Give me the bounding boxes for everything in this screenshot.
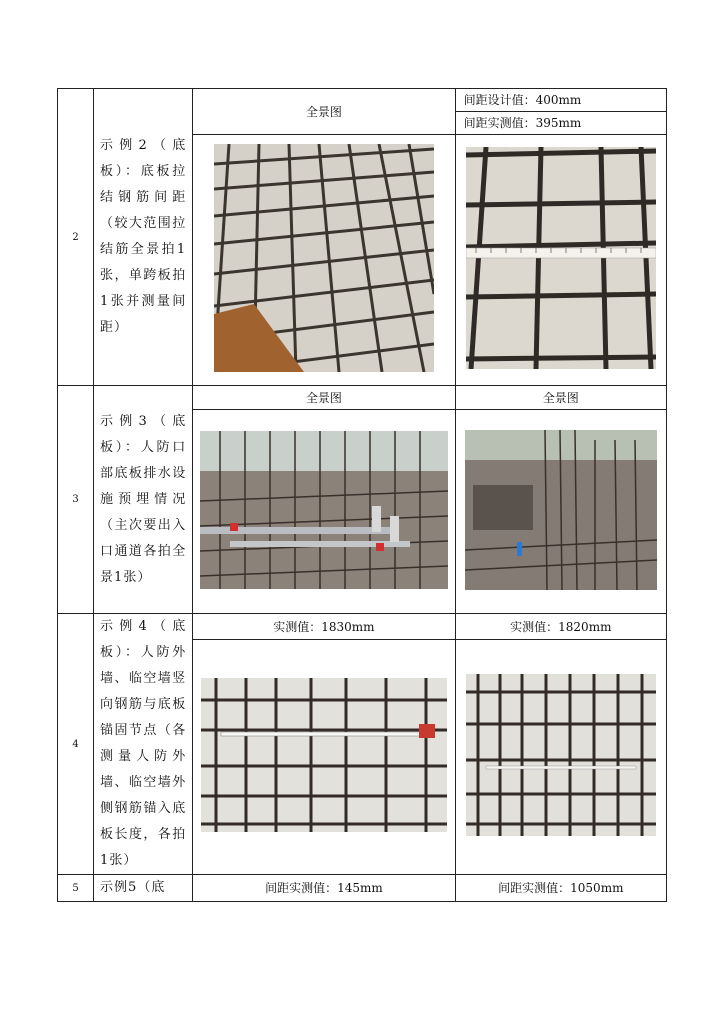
description-text: 示例2（底板）：底板拉结钢筋间距（较大范围拉结筋全景拍1张，单跨板拍1张并测量间距） (100, 138, 187, 335)
description-text: 示例4（底板）：人防外墙、临空墙竖向钢筋与底板锚固节点（各测量人防外墙、临空墙外侧钢筋锚入底板长度，各拍1张） (100, 619, 187, 868)
photo-cell (193, 135, 455, 386)
row-index: 4 (58, 614, 94, 875)
spacing-measurement-photo (466, 147, 656, 369)
table-row (58, 875, 667, 902)
anchorage-measurement-photo-2 (466, 674, 656, 836)
description-text: 示例5（底 (100, 880, 166, 895)
row-description (94, 614, 193, 875)
drainage-embedded-photo-2 (465, 430, 657, 590)
measured-value-label: 实测值：1830mm (193, 614, 455, 640)
photo-caption: 全景图 (193, 89, 455, 135)
photo-cell (455, 640, 666, 875)
design-spacing-label: 间距设计值：400mm (455, 89, 666, 112)
row-description (94, 89, 193, 386)
photo-cell (193, 640, 455, 875)
row-description (94, 875, 193, 902)
measured-spacing-label: 间距实测值：395mm (455, 112, 666, 135)
inspection-table (57, 88, 667, 902)
photo-caption: 全景图 (455, 386, 666, 410)
table-row (58, 386, 667, 410)
measured-spacing-label: 间距实测值：1050mm (455, 875, 666, 902)
table-row (58, 614, 667, 640)
row-index: 3 (58, 386, 94, 614)
photo-cell (455, 135, 666, 386)
measured-spacing-label: 间距实测值：145mm (193, 875, 455, 902)
photo-caption: 全景图 (193, 386, 455, 410)
drainage-embedded-photo-1 (200, 431, 448, 589)
row-description (94, 386, 193, 614)
table-row (58, 89, 667, 112)
photo-cell (455, 410, 666, 614)
anchorage-measurement-photo-1 (201, 678, 447, 832)
row-index: 5 (58, 875, 94, 902)
photo-cell (193, 410, 455, 614)
measured-value-label: 实测值：1820mm (455, 614, 666, 640)
rebar-mesh-photo (214, 144, 434, 372)
row-index: 2 (58, 89, 94, 386)
description-text: 示例3（底板）：人防口部底板排水设施预埋情况（主次要出入口通道各拍全景1张） (100, 413, 187, 585)
